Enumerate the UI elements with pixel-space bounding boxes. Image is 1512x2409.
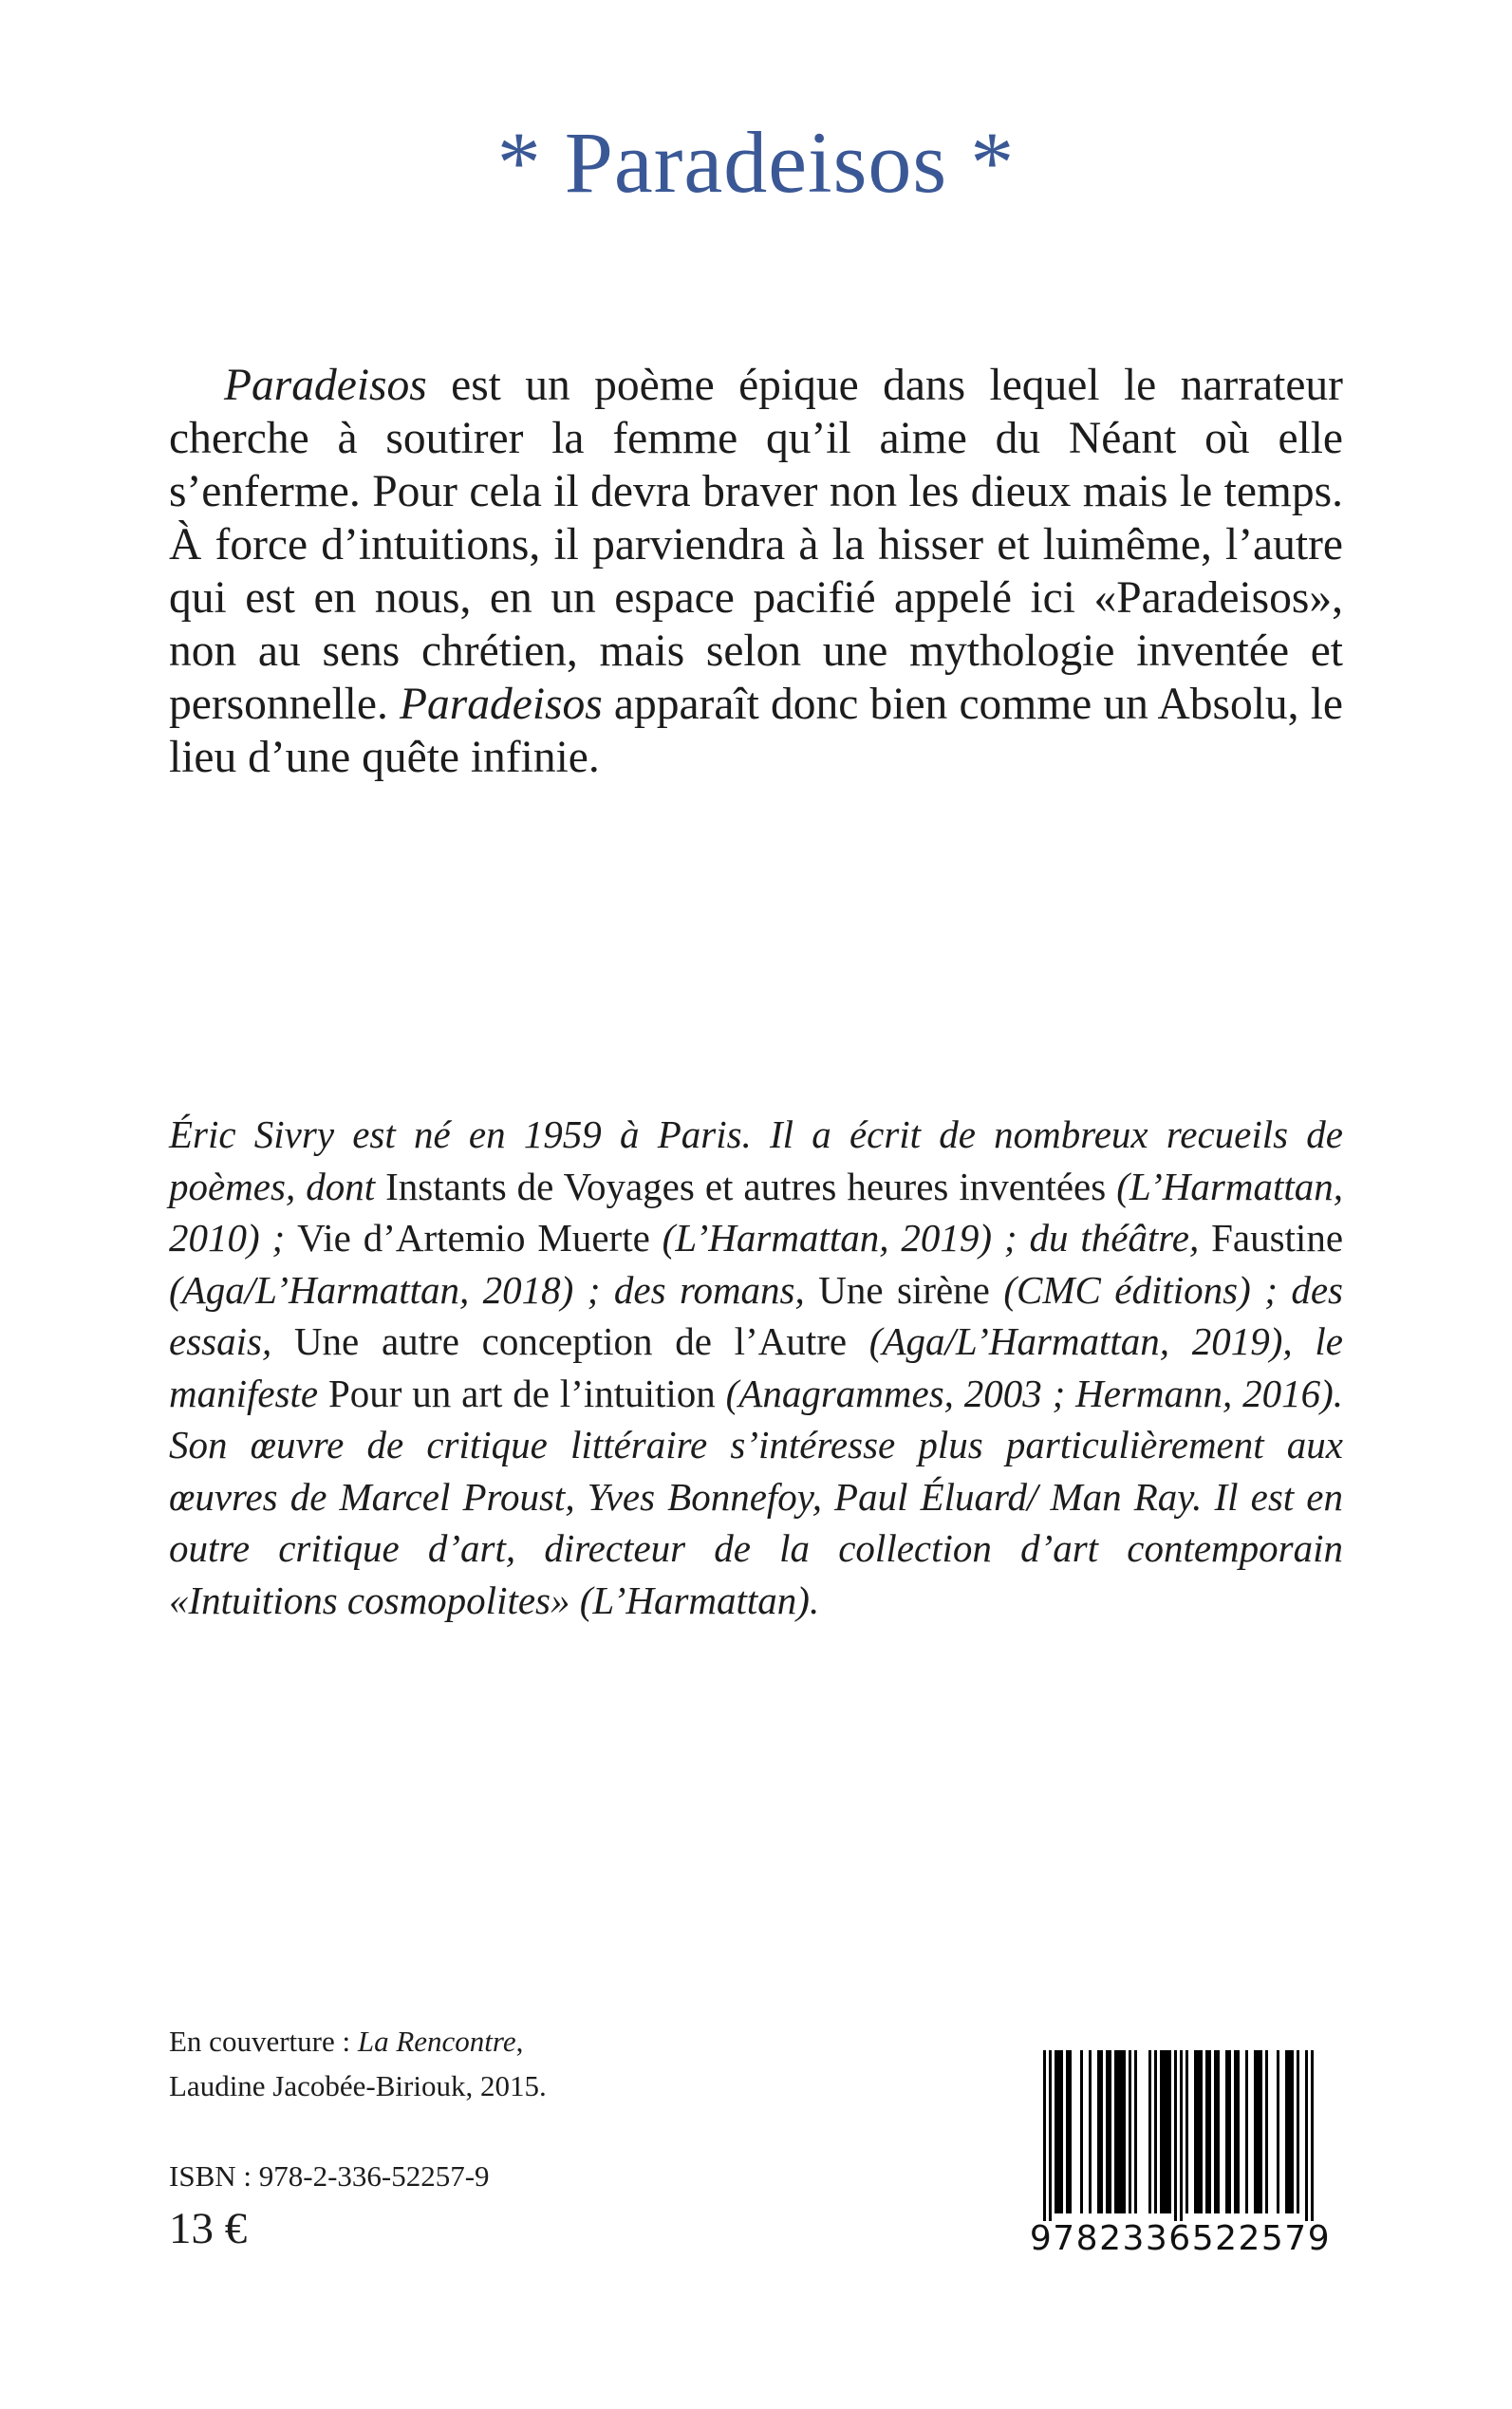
barcode-bar	[1117, 2050, 1120, 2213]
barcode-bar	[1123, 2050, 1126, 2213]
bio-run: (Anagrammes, 2003 ; Hermann, 2016). Son œuvre de critique littéraire s’intéresse plus particulièrement aux œuvres de Marcel Proust, Yves Bonnefoy, Paul Éluard/ Man Ray. Il est en outre critique d’art, directeur de la collection d’art contemporain «Intuitions cosmopolites» (L’Harmattan).	[169, 1371, 1343, 1622]
barcode-bar	[1148, 2050, 1151, 2213]
barcode-bar	[1194, 2050, 1197, 2213]
barcode-bar	[1066, 2050, 1069, 2213]
price-text: 13 €	[169, 2204, 248, 2253]
barcode-bar	[1055, 2050, 1057, 2213]
barcode-bar	[1245, 2050, 1248, 2213]
barcode-bar	[1174, 2050, 1177, 2221]
barcode-bar	[1185, 2050, 1188, 2213]
barcode-bar	[1234, 2050, 1237, 2213]
cover-credit-suffix: ,	[515, 2025, 524, 2058]
barcode-bar	[1285, 2050, 1288, 2213]
barcode-bar	[1114, 2050, 1117, 2213]
barcode-bar	[1291, 2050, 1294, 2213]
barcode-bar	[1208, 2050, 1211, 2213]
blurb-run: Paradeisos	[224, 361, 427, 410]
barcode-bar	[1180, 2050, 1183, 2221]
barcode-bar	[1254, 2050, 1257, 2213]
barcode-bar	[1260, 2050, 1262, 2213]
cover-artist: Laudine Jacobée-Biriouk, 2015.	[169, 2069, 547, 2102]
barcode-bar	[1163, 2050, 1166, 2213]
bio-run: Instants de Voyages et autres heures inventées	[385, 1164, 1107, 1208]
barcode-bar	[1069, 2050, 1072, 2213]
bio-run: Une sirène	[818, 1267, 990, 1312]
barcode-bar	[1265, 2050, 1268, 2213]
barcode-bar	[1097, 2050, 1100, 2213]
barcode	[1017, 2050, 1344, 2265]
book-blurb	[169, 359, 1343, 784]
bio-run: (Aga/L’Harmattan, 2018) ; des romans,	[169, 1267, 819, 1312]
blurb-run: Paradeisos	[399, 680, 603, 729]
barcode-bar	[1160, 2050, 1163, 2213]
blurb-run: est un poème épique dans lequel le narrateur cherche à soutirer la femme qu’il aime du Néant où elle s’enferme. Pour cela il devra braver non les dieux mais le temps. À force d’intuitions, il parviendra à la hisser et luimême, l’autre qui est en nous, en un espace pacifié appelé ici «Paradeisos», non au sens chrétien, mais selon une mythologie inventée et personnelle.	[169, 361, 1343, 729]
barcode-bar	[1237, 2050, 1240, 2213]
cover-artwork-title: La Rencontre	[357, 2025, 516, 2058]
barcode-bar	[1297, 2050, 1299, 2213]
barcode-bar	[1197, 2050, 1200, 2213]
barcode-bar	[1120, 2050, 1123, 2213]
barcode-bar	[1049, 2050, 1052, 2221]
isbn-text: ISBN : 978-2-336-52257-9	[169, 2159, 490, 2193]
barcode-bar	[1129, 2050, 1131, 2213]
barcode-bar	[1166, 2050, 1168, 2213]
barcode-bar	[1168, 2050, 1171, 2213]
barcode-bar	[1305, 2050, 1308, 2221]
barcode-bar	[1217, 2050, 1220, 2213]
barcode-bar	[1288, 2050, 1291, 2213]
barcode-bar	[1100, 2050, 1103, 2213]
book-title: * Paradeisos *	[496, 114, 1016, 211]
author-bio	[169, 1109, 1343, 1626]
barcode-bar	[1057, 2050, 1060, 2213]
bio-run: (L’Harmattan, 2010) ;	[169, 1164, 1343, 1260]
cover-credit	[169, 2019, 547, 2108]
bio-run: Vie d’Artemio Muerte	[297, 1216, 650, 1260]
bio-run: Pour un art de l’intuition	[327, 1371, 716, 1415]
barcode-bar	[1089, 2050, 1092, 2213]
barcode-bar	[1109, 2050, 1111, 2213]
bio-run: (CMC éditions) ; des essais,	[169, 1267, 1344, 1363]
barcode-bar	[1214, 2050, 1217, 2213]
barcode-bar	[1228, 2050, 1231, 2213]
blurb-run: apparaît donc bien comme un Absolu, le lieu d’une quête infinie.	[169, 680, 1343, 782]
barcode-bar	[1277, 2050, 1279, 2213]
barcode-digits: 9782336522579	[1029, 2219, 1332, 2258]
barcode-bar	[1043, 2050, 1046, 2221]
bio-run: (Aga/L’Harmattan, 2019), le manifeste	[169, 1319, 1343, 1415]
barcode-bar	[1134, 2050, 1137, 2213]
barcode-bar	[1257, 2050, 1260, 2213]
barcode-bar	[1311, 2050, 1314, 2221]
barcode-bar	[1200, 2050, 1203, 2213]
barcode-bar	[1106, 2050, 1109, 2213]
bio-run: Une autre conception de l’Autre	[293, 1319, 848, 1363]
barcode-bar	[1080, 2050, 1083, 2213]
bio-run: Faustine	[1211, 1216, 1344, 1260]
bio-run: (L’Harmattan, 2019) ; du théâtre,	[649, 1216, 1212, 1260]
cover-credit-prefix: En couverture :	[169, 2025, 358, 2058]
bio-run: Éric Sivry est né en 1959 à Paris. Il a écrit de nombreux recueils de poèmes, dont	[169, 1112, 1343, 1208]
cover-credit-line-1	[169, 2019, 547, 2064]
barcode-bar	[1060, 2050, 1063, 2213]
barcode-bar	[1225, 2050, 1228, 2213]
barcode-bar	[1205, 2050, 1208, 2213]
barcode-bar	[1154, 2050, 1157, 2213]
barcode-bars	[1017, 2050, 1344, 2221]
